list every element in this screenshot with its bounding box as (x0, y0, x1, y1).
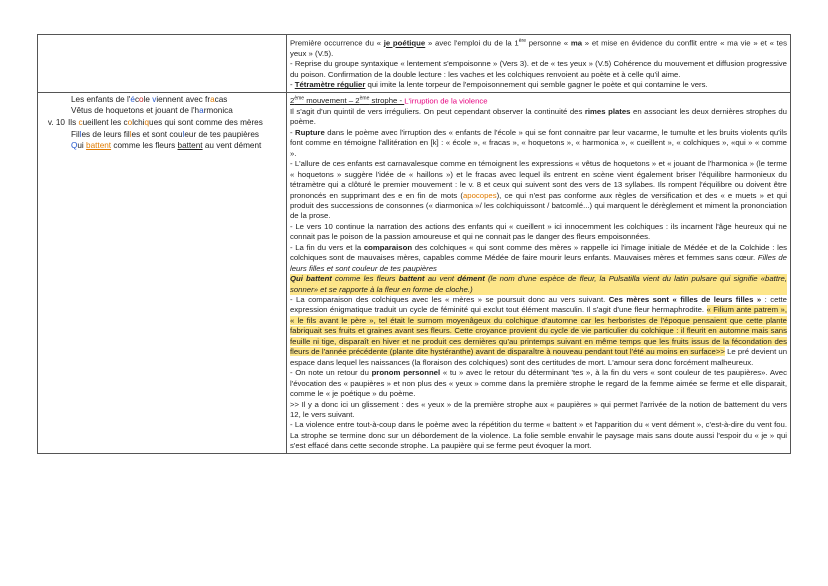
document-page (37, 34, 791, 454)
analysis-paragraph: - La fin du vers et la comparaison des colchiques « qui sont comme des mères » rappelle ici l'image initiale de Médée et de la Colchide : les colchiques sont de mauvaises mères, capables comme Médée de faire mourir leurs enfants. Mauvaises mères et femmes sans cœur. Filles de leurs filles et sont couleur de tes paupières (290, 242, 788, 273)
analysis-paragraph: Il s'agit d'un quintil de vers irréguliers. On peut cependant observer la continuité des rimes plates en associant les deux dernières strophes du poème. (290, 106, 787, 127)
poem-line-2: Vêtus de hoquetons et jouant de l'harmonica (71, 106, 233, 116)
table-row (38, 35, 791, 93)
analysis-table (37, 34, 791, 454)
poem-cell-empty (38, 35, 287, 93)
highlighted-paragraph: Qui battent comme les fleurs battent au vent dément (le nom d'une espèce de fleur, la Pulsatilla vient du latin pulsare qui signifie «battre, sonner» et se rapporte à la fleur en forme de cloche.) (290, 274, 788, 294)
poem-line-5: Qui battent comme les fleurs battent au vent dément (71, 141, 262, 151)
analysis-paragraph: - La comparaison des colchiques avec les « mères » se poursuit donc au vers suivant. Ces mères sont « filles de leurs filles » : cette expression énigmatique traduit un cycle de féminité qui exclut tout élément masculin. Il s'agit d'une fleur hermaphrodite. « Filium ante patrem », « le fils avant le père », tel était le surnom moyenâgeux du colchique d'automne car les herboristes de l'époque pensaient que cette plante fabriquait ses fruits et graines avant ses fleurs. Cette croyance provient du cycle de vie particulier du colchique : il fleurit en automne mais sans feuille ni tige, disparaît en hiver et ne produit ces dernières qu'au printemps suivant en même temps que les fruits issus de la fécondation des fleurs de l'année précédente (plante dite hystéranthe) avant de disparaître à nouveau pendant tout l'été au moins en surface>> Le pré devient un espace dans lequel les naissances (la floraison des colchiques) sont des certitudes de mort. L'amour sera donc forcément malheureux. (290, 295, 788, 367)
analysis-paragraph: >> Il y a donc ici un glissement : des « yeux » de la première strophe aux « paupières » qui permet l'arrivée de la notion de battement du vers 12, le vers suivant. (290, 399, 787, 420)
analysis-paragraph: - Le vers 10 continue la narration des actions des enfants qui « cueillent » ici innocemment les colchiques : ils incarnent l'âge heureux qui ne connait pas le poison de la passion amoureuse et qui ne connait pas le danger des fleurs empoisonnées. (290, 221, 787, 242)
analysis-cell-1 (287, 35, 791, 93)
poem-line-1: Les enfants de l'école viennent avec fracas (71, 94, 228, 104)
analysis-paragraph: - Reprise du groupe syntaxique « lentement s'empoisonne » (Vers 3). et de « tes yeux » (V.5) Cohérence du mouvement et diffusion progressive du poison. Confirmation de la double lecture : les vaches et les colchiques renvoient au poète et à celle qu'il aime. (290, 59, 787, 79)
poem-cell (38, 92, 287, 453)
poem-line-4: Filles de leurs filles et sont couleur de tes paupières (71, 129, 260, 139)
poem-line-3: v. 10 Ils cueillent les colchiques qui sont comme des mères (41, 117, 283, 129)
section-title: 2ème mouvement – 2ème strophe - L'irruption de la violence (290, 95, 488, 106)
analysis-paragraph: - Tétramètre régulier qui imite la lente torpeur de l'empoisonnement qui semble gagner le poète et qui contamine le vers. (290, 80, 708, 90)
analysis-paragraph: - On note un retour du pronom personnel « tu » avec le retour du déterminant 'tes », à la fin du vers « sont couleur de tes paupières». Avec l'évocation des « paupières » et non plus des « yeux » comme dans la première strophe le regard de la femme aimée se ferme et elle disparait, comme le « je poétique » du poème. (290, 368, 787, 399)
analysis-paragraph: - L'allure de ces enfants est carnavalesque comme en témoignent les expressions « vêtus de hoquetons » et « jouant de l'harmonica » (le terme « hoquetons » suggère l'idée de « haillons ») et le fracas avec lequel ils entrent en scène vient également briser l'équilibre harmonieux du tétramètre qui a clôturé le premier mouvement : le v. 8 et ceux qui suivent sont des vers de 13 syllabes. Ils rompent l'équilibre ou doivent être prononcés en supprimant des e en fin de mots (apocopes), ce qui n'est pas conforme aux règles de versification et des « e muets » et qui produit des successions de consonnes (« diarmonica »/ les colchiquissont / batcomlé...) qui marquent le dérèglement et miment la prononciation de la prose. (290, 159, 787, 221)
analysis-cell-2 (287, 92, 791, 453)
table-row (38, 92, 791, 453)
analysis-paragraph: - La violence entre tout-à-coup dans le poème avec la répétition du terme « battent » et l'apparition du « vent dément », c'est-à-dire du vent fou. La strophe se termine donc sur un débordement de la violence. La folie semble envahir le paysage mais sans doute aussi l'espoir du « je » qui s'est effacé dans cette seconde strophe. La paupière qui se ferme peut évoquer la mort. (290, 420, 787, 451)
analysis-paragraph: Première occurrence du « je poétique » avec l'emploi du de la 1ère personne « ma » et mise en évidence du conflit entre « ma vie » et « tes yeux » (V.5). (290, 38, 787, 59)
verse-number: v. 10 (47, 118, 65, 128)
analysis-paragraph: - Rupture dans le poème avec l'irruption des « enfants de l'école » qui se font connaitre par leur vacarme, le tumulte et les bruits violents qu'ils font comme en témoigne l'allitération en [k] : « école », « fracas », « hoquetons », « harmonica », « cueillent », « colchiques », «qui » « comme ». (290, 127, 787, 158)
section-subtitle: L'irruption de la violence (404, 96, 488, 106)
